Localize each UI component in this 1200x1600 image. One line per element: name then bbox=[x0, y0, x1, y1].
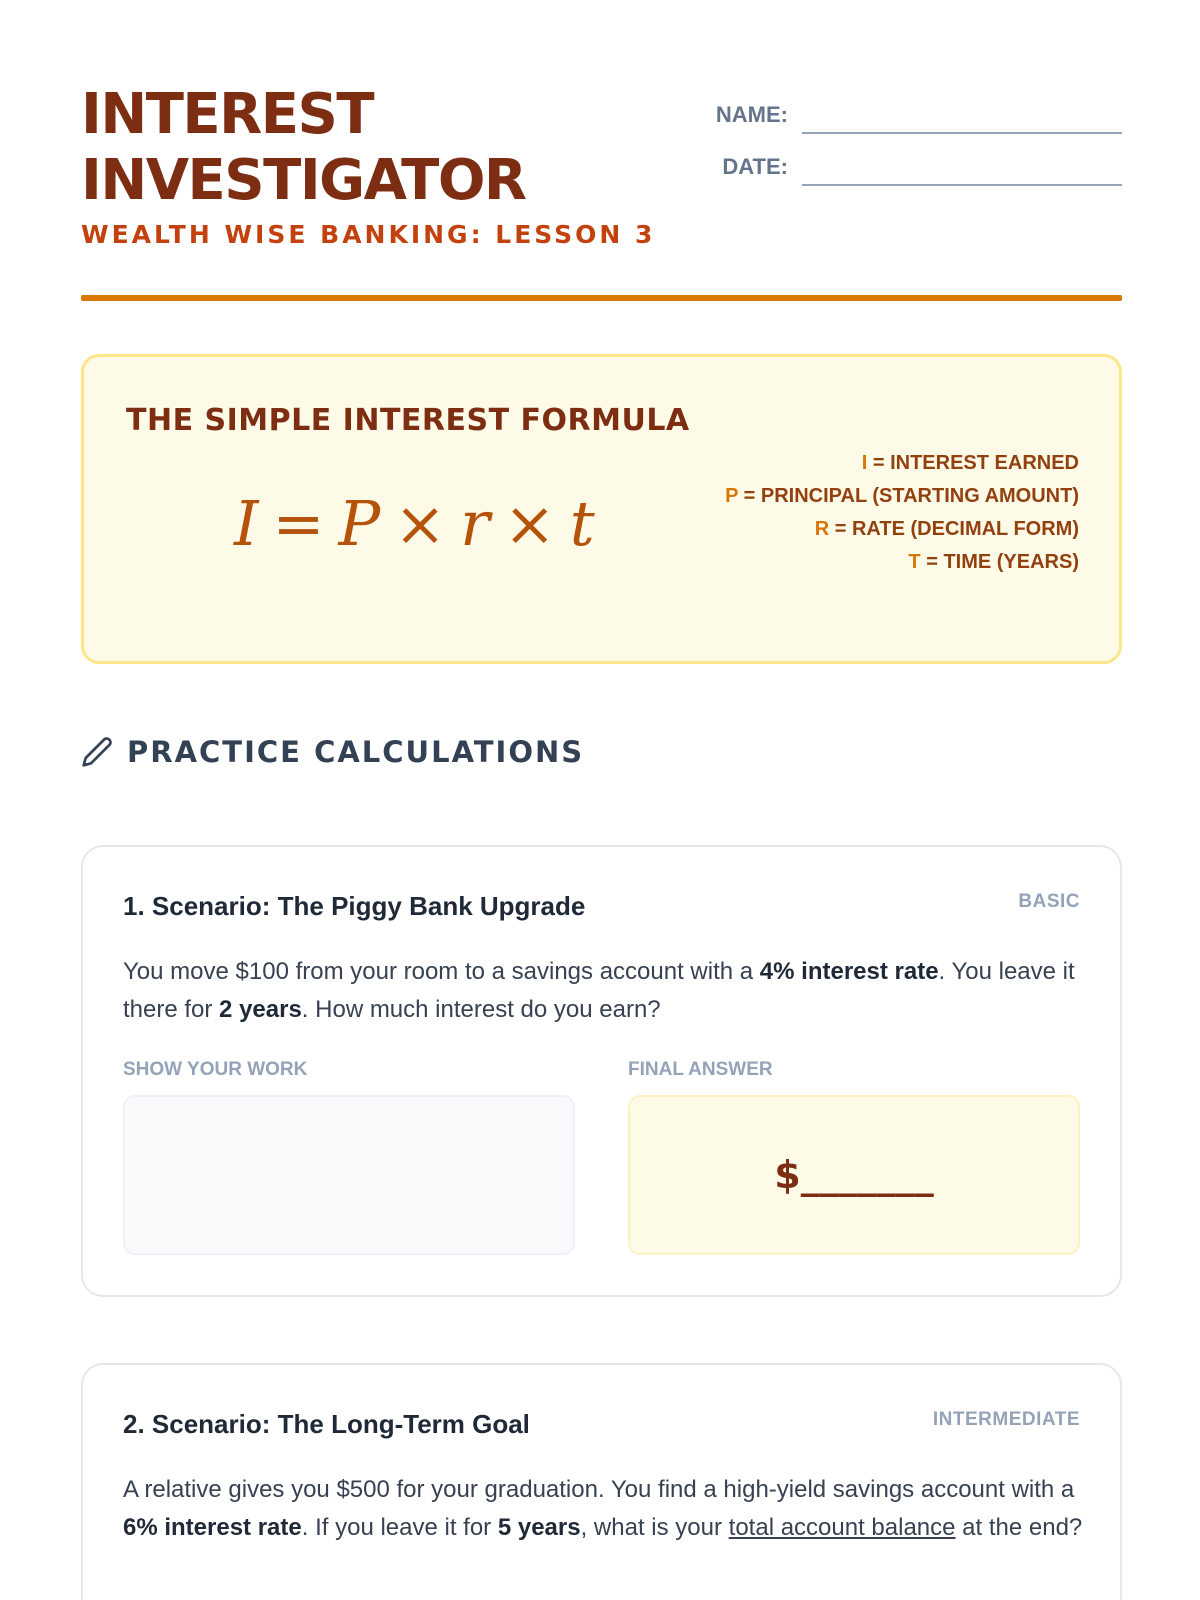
problem-2-level-badge: INTERMEDIATE bbox=[932, 1409, 1080, 1430]
legend-item-t: T = TIME (YEARS) bbox=[908, 551, 1079, 573]
formula-equals: = bbox=[272, 487, 325, 560]
problem-card-2 bbox=[81, 1363, 1122, 1600]
legend-item-i: I = INTEREST EARNED bbox=[861, 452, 1079, 474]
lesson-subtitle: WEALTH WISE BANKING: LESSON 3 bbox=[81, 220, 656, 249]
problem-2-title: 2. Scenario: The Long-Term Goal bbox=[123, 1409, 530, 1439]
formula-lhs: I bbox=[234, 487, 259, 560]
date-field-row bbox=[692, 134, 1122, 186]
formula-legend bbox=[725, 447, 1079, 579]
practice-section-header bbox=[81, 735, 584, 769]
formula-term-p: P bbox=[338, 487, 381, 560]
header-divider bbox=[81, 295, 1122, 301]
formula-title: THE SIMPLE INTEREST FORMULA bbox=[126, 403, 690, 438]
final-answer-label: FINAL ANSWER bbox=[628, 1059, 773, 1080]
problem-2-text: A relative gives you $500 for your graduation. You find a high-yield savings account with a 6% interest rate. If you leave it for 5 years, what is your total account balance at the end? bbox=[123, 1476, 1083, 1541]
name-field[interactable] bbox=[802, 96, 1122, 134]
name-field-row bbox=[692, 82, 1122, 134]
problem-card-1 bbox=[81, 845, 1122, 1297]
date-field[interactable] bbox=[802, 148, 1122, 186]
problem-1-title: 1. Scenario: The Piggy Bank Upgrade bbox=[123, 891, 586, 921]
problem-1-level-badge: BASIC bbox=[1018, 891, 1080, 912]
formula-times-1: × bbox=[394, 487, 447, 560]
answer-placeholder: $_______ bbox=[774, 1153, 934, 1197]
legend-item-r: R = RATE (DECIMAL FORM) bbox=[814, 518, 1079, 540]
worksheet-header bbox=[81, 82, 1122, 302]
problem-1-text: You move $100 from your room to a savings account with a 4% interest rate. You leave it there for 2 years. How much interest do you earn? bbox=[123, 958, 1075, 1023]
show-work-area[interactable] bbox=[123, 1095, 575, 1255]
title-line-1: INTEREST bbox=[81, 82, 374, 147]
legend-item-p: P = PRINCIPAL (STARTING AMOUNT) bbox=[725, 485, 1079, 507]
final-answer-area[interactable] bbox=[628, 1095, 1080, 1255]
formula-term-r: r bbox=[460, 487, 490, 560]
formula-equation bbox=[234, 487, 595, 560]
formula-box bbox=[81, 354, 1122, 664]
date-label: DATE: bbox=[722, 154, 788, 179]
formula-term-t: t bbox=[569, 487, 595, 560]
show-work-label: SHOW YOUR WORK bbox=[123, 1059, 308, 1080]
pencil-icon bbox=[81, 736, 113, 768]
formula-times-2: × bbox=[503, 487, 556, 560]
student-fields bbox=[692, 82, 1122, 186]
practice-section-title: PRACTICE CALCULATIONS bbox=[127, 735, 585, 769]
name-label: NAME: bbox=[715, 102, 788, 127]
title-line-2: INVESTIGATOR bbox=[81, 148, 526, 213]
